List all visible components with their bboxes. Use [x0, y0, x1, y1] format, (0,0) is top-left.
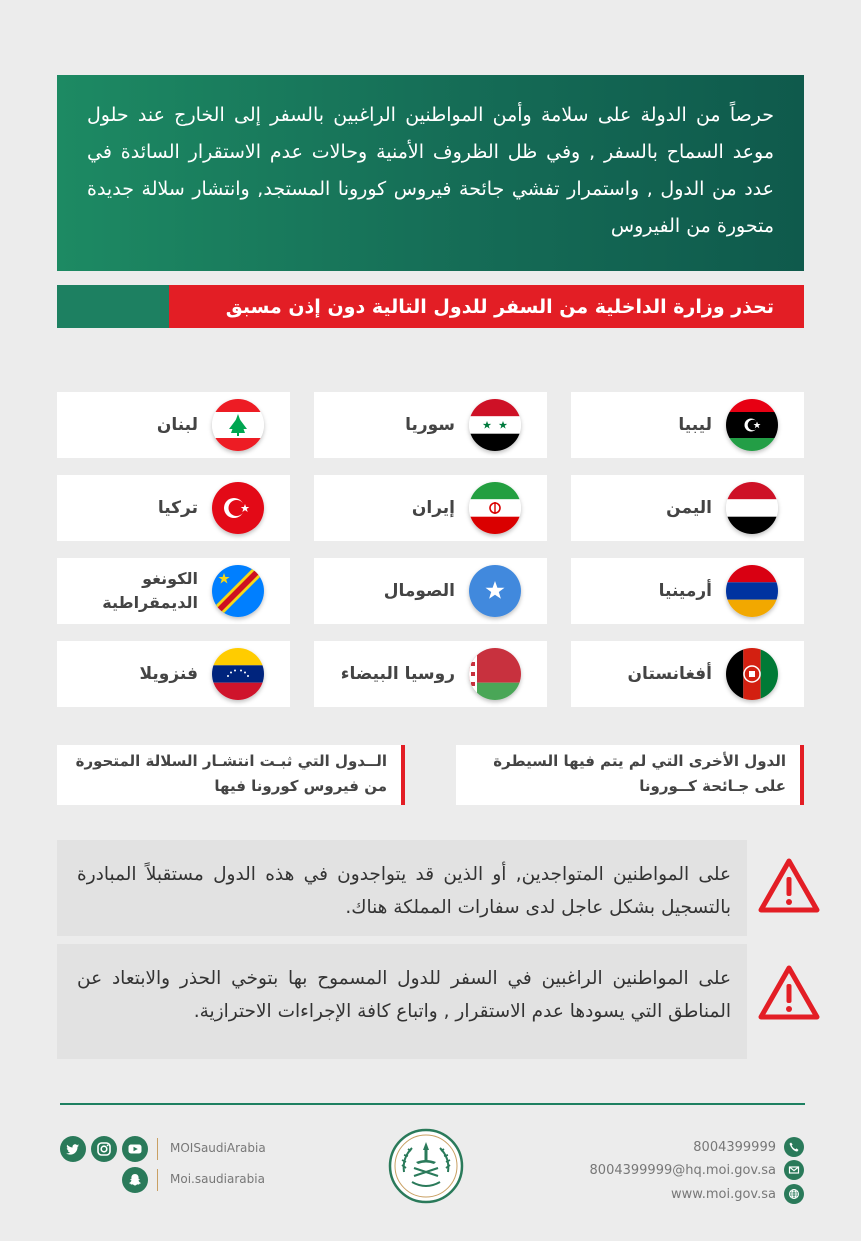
country-name: أفغانستان: [627, 664, 712, 684]
warning-triangle-icon: [757, 964, 821, 1022]
notice-caution-text: على المواطنين الراغبين في السفر للدول المسموح بها بتوخي الحذر والابتعاد عن المناطق التي يسودها عدم الاستقرار , واتباع كافة الإجراءات الاحترازية.: [77, 968, 731, 1022]
country-card-somalia: [314, 558, 547, 624]
country-card-libya: [571, 392, 804, 458]
twitter-handle[interactable]: MOISaudiArabia: [170, 1141, 266, 1155]
legend-new-strain: [57, 745, 405, 805]
legend-new-strain-text: الــدول التي ثبـت انتشـار السلالة المتحورة من فيروس كورونا فيها: [75, 752, 387, 795]
warning-title: تحذر وزارة الداخلية من السفر للدول التالية دون إذن مسبق: [169, 285, 804, 328]
snapchat-icon[interactable]: [122, 1167, 148, 1193]
country-card-lebanon: [57, 392, 290, 458]
country-card-syria: [314, 392, 547, 458]
country-card-iran: [314, 475, 547, 541]
snapchat-handle[interactable]: Moi.saudiarabia: [170, 1172, 265, 1186]
country-card-afghanistan: [571, 641, 804, 707]
intro-box: [57, 75, 804, 271]
country-name: الصومال: [383, 581, 455, 601]
armenia-flag-icon: [726, 565, 778, 617]
somalia-flag-icon: [469, 565, 521, 617]
turkey-flag-icon: [212, 482, 264, 534]
notice-caution: [57, 944, 747, 1059]
email-icon: [784, 1160, 804, 1180]
footer-separator: [157, 1138, 158, 1160]
iran-flag-icon: [469, 482, 521, 534]
country-name: الكونغو الديمقراطية: [102, 569, 198, 612]
country-name: لبنان: [156, 415, 198, 435]
twitter-icon[interactable]: [60, 1136, 86, 1162]
country-name: اليمن: [666, 498, 712, 518]
instagram-icon[interactable]: [91, 1136, 117, 1162]
notice-register: [57, 840, 747, 936]
country-card-yemen: [571, 475, 804, 541]
country-card-venezuela: [57, 641, 290, 707]
intro-text: حرصاً من الدولة على سلامة وأمن المواطنين الراغبين بالسفر إلى الخارج عند حلول موعد السماح بالسفر , وفي ظل الظروف الأمنية وحالات عدم الاستقرار السائدة في عدد من الدول , واستمرار تفشي جائحة فيروس كورونا المستجد, وانتشار سلالة جديدة متحورة من الفيروس: [87, 104, 774, 237]
country-card-dr-congo: [57, 558, 290, 624]
country-name: إيران: [411, 498, 455, 518]
notice-register-text: على المواطنين المتواجدين, أو الذين قد يتواجدون في هذه الدول مستقبلاً المبادرة بالتسجيل بشكل عاجل لدى سفارات المملكة هناك.: [77, 864, 731, 918]
globe-icon: [784, 1184, 804, 1204]
afghanistan-flag-icon: [726, 648, 778, 700]
warning-title-bar: [57, 285, 804, 328]
country-name: فنزويلا: [139, 664, 198, 684]
phone-number[interactable]: 8004399999: [693, 1140, 776, 1155]
country-card-belarus: [314, 641, 547, 707]
lebanon-flag-icon: [212, 399, 264, 451]
legend-uncontrolled: [456, 745, 804, 805]
libya-flag-icon: [726, 399, 778, 451]
website-url[interactable]: www.moi.gov.sa: [671, 1187, 776, 1202]
warning-triangle-icon: [757, 857, 821, 915]
country-name: روسيا البيضاء: [340, 664, 455, 684]
country-name: سوريا: [405, 415, 455, 435]
phone-icon: [784, 1137, 804, 1157]
country-card-turkey: [57, 475, 290, 541]
country-card-armenia: [571, 558, 804, 624]
footer-separator: [157, 1169, 158, 1191]
youtube-icon[interactable]: [122, 1136, 148, 1162]
yemen-flag-icon: [726, 482, 778, 534]
country-name: ليبيا: [678, 415, 712, 435]
ministry-emblem-icon: [388, 1128, 464, 1204]
country-name: أرمينيا: [658, 581, 712, 601]
dr-congo-flag-icon: [212, 565, 264, 617]
legend-uncontrolled-text: الدول الأخرى التي لم يتم فيها السيطرة على جـائحة كــورونا: [493, 752, 786, 795]
belarus-flag-icon: [469, 648, 521, 700]
syria-flag-icon: [469, 399, 521, 451]
country-name: تركيا: [157, 498, 198, 518]
email-address[interactable]: 8004399999@hq.moi.gov.sa: [589, 1163, 776, 1178]
warning-bar-accent: [57, 285, 169, 328]
footer-divider: [60, 1103, 805, 1105]
venezuela-flag-icon: [212, 648, 264, 700]
